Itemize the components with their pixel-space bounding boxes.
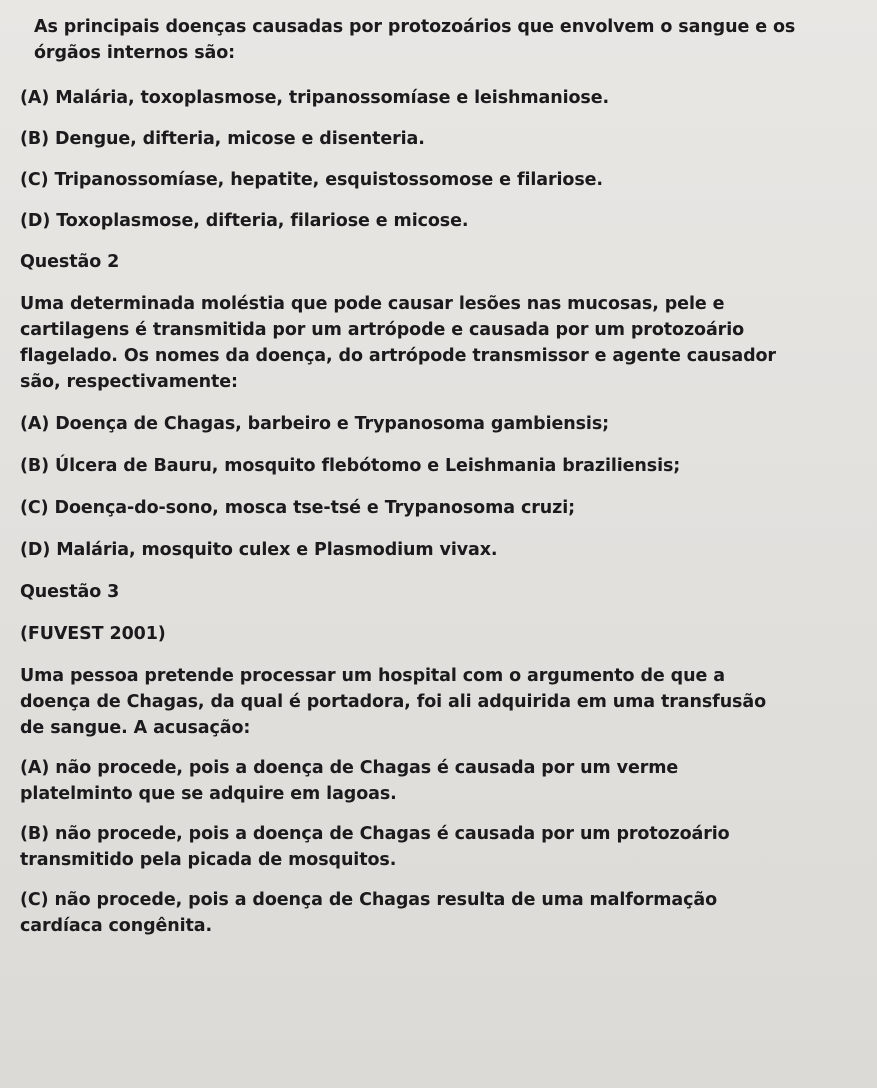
question-1-stem-line: órgãos internos são: xyxy=(34,43,236,63)
question-2-stem xyxy=(20,291,849,395)
question-3-source: (FUVEST 2001) xyxy=(20,624,166,644)
question-1-option-a: (A) Malária, toxoplasmose, tripanossomíase e leishmaniose. xyxy=(20,88,610,108)
question-1-option-d: (D) Toxoplasmose, difteria, filariose e micose. xyxy=(20,211,469,231)
question-2-stem-line: Uma determinada moléstia que pode causar lesões nas mucosas, pele e xyxy=(20,294,725,314)
question-2-heading: Questão 2 xyxy=(20,252,120,272)
question-2-option-d: (D) Malária, mosquito culex e Plasmodium vivax. xyxy=(20,540,498,560)
question-2-stem-line: são, respectivamente: xyxy=(20,372,238,392)
question-3-heading: Questão 3 xyxy=(20,582,120,602)
question-3-stem-line: Uma pessoa pretende processar um hospital com o argumento de que a xyxy=(20,666,725,686)
question-1-option-b: (B) Dengue, difteria, micose e disenteria. xyxy=(20,129,425,149)
question-2-option-a: (A) Doença de Chagas, barbeiro e Trypanosoma gambiensis; xyxy=(20,414,610,434)
question-1-stem-line: As principais doenças causadas por protozoários que envolvem o sangue e os xyxy=(34,17,796,37)
question-2-option-b: (B) Úlcera de Bauru, mosquito flebótomo e Leishmania braziliensis; xyxy=(20,456,681,476)
question-2-stem-line: flagelado. Os nomes da doença, do artrópode transmissor e agente causador xyxy=(20,346,776,366)
question-2-option-c: (C) Doença-do-sono, mosca tse-tsé e Trypanosoma cruzi; xyxy=(20,498,575,518)
question-3-option-a xyxy=(20,755,849,807)
question-2-stem-line: cartilagens é transmitida por um artrópode e causada por um protozoário xyxy=(20,320,745,340)
question-3-option-c-line: cardíaca congênita. xyxy=(20,916,213,936)
question-3-option-c-line: (C) não procede, pois a doença de Chagas resulta de uma malformação xyxy=(20,890,718,910)
question-3-option-b-line: (B) não procede, pois a doença de Chagas é causada por um protozoário xyxy=(20,824,730,844)
question-1-stem xyxy=(34,14,849,66)
question-3-stem-line: de sangue. A acusação: xyxy=(20,718,251,738)
question-3-option-a-line: (A) não procede, pois a doença de Chagas é causada por um verme xyxy=(20,758,679,778)
question-3-option-a-line: platelminto que se adquire em lagoas. xyxy=(20,784,397,804)
question-3-option-b xyxy=(20,821,849,873)
question-3-option-b-line: transmitido pela picada de mosquitos. xyxy=(20,850,397,870)
question-3-stem xyxy=(20,663,849,741)
question-3-stem-line: doença de Chagas, da qual é portadora, foi ali adquirida em uma transfusão xyxy=(20,692,766,712)
question-1-option-c: (C) Tripanossomíase, hepatite, esquistossomose e filariose. xyxy=(20,170,603,190)
question-3-option-c xyxy=(20,887,849,939)
